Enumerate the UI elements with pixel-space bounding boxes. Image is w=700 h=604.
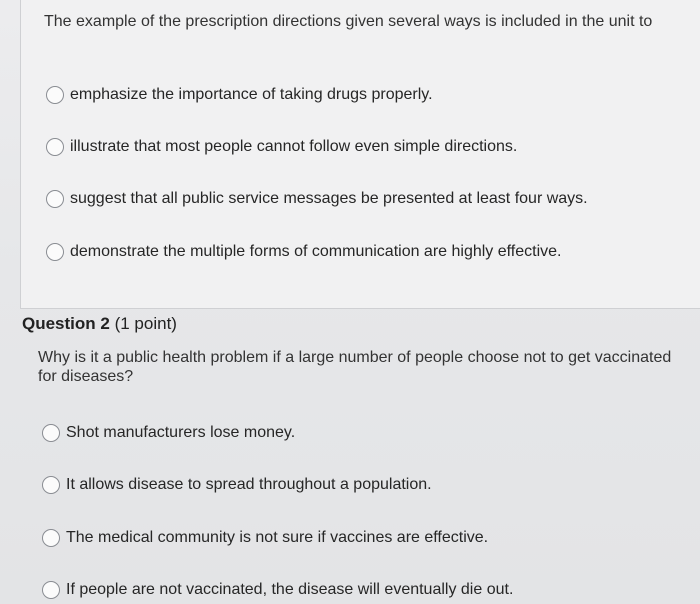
option-label: demonstrate the multiple forms of communication are highly effective. [70,243,562,260]
question-2-option-4[interactable] [42,581,513,599]
question-1-stem: The example of the prescription directions given several ways is included in the unit to [44,13,653,30]
radio-button-icon[interactable] [46,243,64,261]
option-label: The medical community is not sure if vaccines are effective. [66,529,489,546]
option-label: Shot manufacturers lose money. [66,424,296,441]
radio-button-icon[interactable] [46,138,64,156]
radio-button-icon[interactable] [46,86,64,104]
radio-button-icon[interactable] [42,476,60,494]
question-2-option-1[interactable] [42,424,295,442]
question-2-stem: Why is it a public health problem if a large number of people choose not to get vaccinated for diseases? [38,349,672,385]
question-2-points: (1 point) [114,314,177,333]
radio-button-icon[interactable] [42,581,60,599]
question-2-header [22,314,177,334]
option-label: suggest that all public service messages be presented at least four ways. [70,190,588,207]
question-2-title: Question 2 [22,314,110,333]
question-2-option-2[interactable] [42,476,432,494]
option-label: illustrate that most people cannot follow even simple directions. [70,138,518,155]
option-label: If people are not vaccinated, the disease will eventually die out. [66,581,514,598]
question-2-option-3[interactable] [42,529,488,547]
question-1-option-3[interactable] [46,190,588,208]
radio-button-icon[interactable] [46,190,64,208]
radio-button-icon[interactable] [42,424,60,442]
option-label: emphasize the importance of taking drugs properly. [70,86,433,103]
radio-button-icon[interactable] [42,529,60,547]
question-1-option-2[interactable] [46,138,517,156]
option-label: It allows disease to spread throughout a population. [66,476,432,493]
question-1-option-1[interactable] [46,86,433,104]
question-1-option-4[interactable] [46,243,562,261]
